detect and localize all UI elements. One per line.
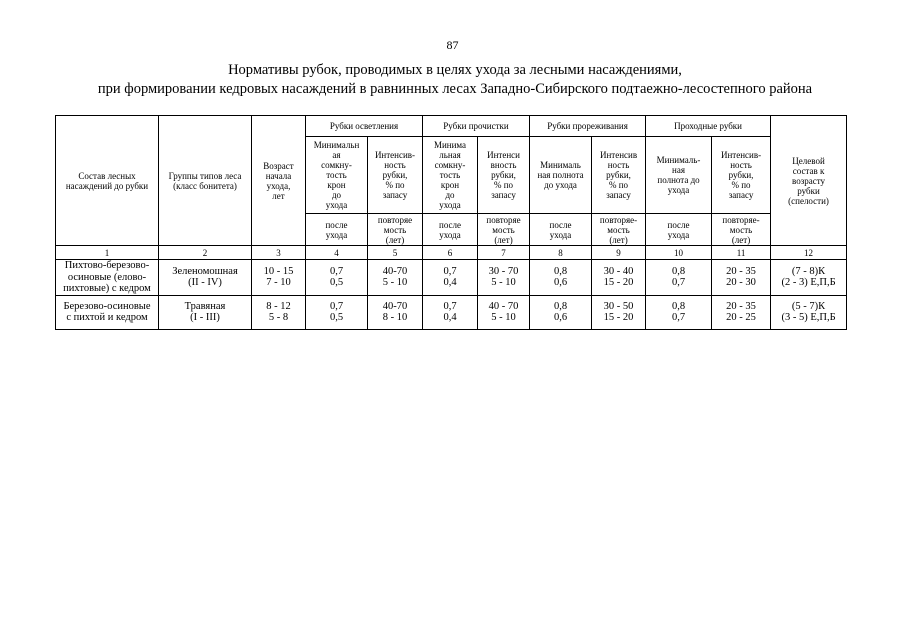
header-min-text-line: Минималь [540, 160, 581, 170]
cell-text-line: 15 - 20 [603, 277, 634, 289]
header-min-text [307, 140, 366, 210]
header-min-sub-0 [306, 214, 368, 246]
table-cell [771, 295, 847, 329]
cell-composition-text-line: с пихтой и кедром [66, 312, 148, 323]
cell-text [424, 301, 476, 324]
cell-text-line: 0,7 [671, 312, 686, 323]
header-min-text-line: ухода [667, 185, 690, 195]
header-int-sub-text-line: мость [607, 224, 630, 235]
header-int-sub-3 [712, 214, 771, 246]
header-min-text-line: ухода [325, 200, 348, 210]
cell-text [772, 266, 845, 289]
header-int-sub-1 [478, 214, 530, 246]
header-start-age-text-line: Возраст [263, 160, 294, 171]
cell-text [713, 301, 769, 324]
cell-text [647, 301, 710, 324]
cell-text-line: 15 - 20 [603, 312, 634, 323]
cell-text-line: 5 - 10 [491, 277, 516, 289]
cell-text [479, 301, 528, 324]
header-target-composition-text-line: рубки [797, 185, 820, 196]
header-int-text-line: Интенсив- [374, 150, 416, 160]
cell-text [160, 301, 250, 324]
cell-text-line: Зеленомошная [172, 265, 238, 277]
header-min-sub-text [531, 220, 590, 240]
header-forest-type-text [160, 171, 250, 191]
header-group-0: Рубки осветления [306, 116, 423, 137]
cell-text-line: 8 - 12 [266, 300, 291, 312]
table-cell [159, 260, 252, 296]
cell-text [593, 266, 644, 289]
table-cell [592, 295, 646, 329]
header-min-text [647, 155, 710, 195]
cell-text [424, 266, 476, 289]
title-line-2: при формировании кедровых насаждений в равнинных лесах Западно-Сибирского подтаежно-лесостепного района [97, 81, 813, 97]
header-int-text-line: рубки, [491, 170, 516, 180]
cell-text-line: (7 - 8)К [791, 265, 826, 277]
table-cell [712, 295, 771, 329]
header-int-text-line: рубки, [382, 170, 408, 180]
header-start-age-text-line: лет [272, 190, 285, 201]
header-int-sub-text-line: повторяе [486, 214, 521, 225]
cell-text-line: 20 - 30 [726, 277, 756, 289]
cell-text-line: 0,4 [443, 277, 457, 289]
cell-text-line: 20 - 35 [726, 300, 756, 312]
header-min-text-line: Минималь- [656, 155, 701, 165]
header-min-sub-text-line: ухода [549, 229, 572, 240]
cell-text-line: 5 - 8 [268, 312, 289, 323]
cell-text-line: (I - III) [190, 312, 220, 323]
header-min-text-line: ая [332, 150, 341, 160]
header-int-sub-text [713, 215, 769, 245]
cell-text [593, 301, 644, 324]
header-min-text-line: льная [439, 150, 461, 160]
header-target-composition-text-line: (спелости) [788, 195, 829, 206]
header-int-text-line: % по [731, 180, 751, 190]
header-int-2 [592, 137, 646, 214]
header-min-text [424, 140, 476, 210]
cell-text-line: 0,5 [329, 312, 344, 323]
cell-text [369, 266, 421, 289]
table-cell [368, 260, 423, 296]
header-min-text-line: сомкну- [321, 160, 352, 170]
header-min-1 [423, 137, 478, 214]
cell-text-line: 30 - 70 [488, 265, 519, 277]
header-int-text [479, 150, 528, 200]
cell-text [307, 301, 366, 324]
cell-text-line: 40-70 [382, 300, 408, 312]
cell-composition [56, 260, 159, 296]
header-target-composition-text-line: возрасту [792, 175, 826, 186]
cell-text-line: 0,4 [443, 312, 457, 323]
cell-text-line: 20 - 25 [726, 312, 756, 323]
cell-composition [56, 295, 159, 329]
header-int-text [369, 150, 421, 200]
header-int-sub-text-line: повторяе- [599, 214, 638, 225]
cell-text [647, 266, 710, 289]
header-int-sub-text-line: повторяе [377, 214, 413, 225]
cell-text-line: 0,7 [443, 265, 457, 277]
header-min-text-line: ная [672, 165, 685, 175]
header-min-text-line: Минима [433, 140, 467, 150]
header-min-0 [306, 137, 368, 214]
header-int-text-line: % по [608, 180, 629, 190]
header-int-sub-text-line: (лет) [609, 234, 628, 245]
table-cell [592, 260, 646, 296]
header-min-sub-text [307, 220, 366, 240]
header-min-text-line: до ухода [544, 180, 577, 190]
header-int-sub-text-line: (лет) [731, 234, 751, 245]
header-int-text-line: запасу [382, 190, 408, 200]
header-min-3 [646, 137, 712, 214]
header-int-text [713, 150, 769, 200]
cell-text-line: (II - IV) [188, 277, 222, 289]
cell-text [253, 301, 304, 324]
header-min-sub-text-line: после [667, 219, 690, 230]
page-number: 87 [446, 38, 459, 52]
header-target-composition-text-line: состав к [792, 165, 825, 176]
cell-text [479, 266, 528, 289]
cell-text-line: 0,8 [671, 265, 686, 277]
header-group-2: Рубки прореживания [530, 116, 646, 137]
header-min-sub-text-line: ухода [667, 229, 690, 240]
header-int-sub-text [369, 215, 421, 245]
cell-text-line: 20 - 35 [726, 265, 756, 277]
header-group-1: Рубки прочистки [423, 116, 530, 137]
column-number: 6 [423, 246, 478, 260]
cell-text [307, 266, 366, 289]
table-cell [423, 295, 478, 329]
cell-composition-text-line: пихтовые) с кедром [63, 283, 151, 294]
table-cell [306, 260, 368, 296]
header-int-sub-text-line: мость [492, 224, 515, 235]
header-min-sub-text-line: после [549, 219, 572, 230]
header-int-text-line: Интенси [487, 150, 520, 160]
column-number: 12 [771, 246, 847, 260]
cell-text-line: 30 - 40 [603, 265, 634, 277]
column-number: 8 [530, 246, 592, 260]
header-int-sub-2 [592, 214, 646, 246]
table-cell [646, 260, 712, 296]
cell-text-line: 10 - 15 [263, 265, 294, 277]
header-int-text-line: рубки, [606, 170, 631, 180]
header-forest-type-text-line: (класс бонитета) [173, 180, 237, 191]
header-min-text-line: полнота до [657, 175, 700, 185]
header-min-sub-1 [423, 214, 478, 246]
header-int-text-line: запасу [606, 190, 631, 200]
header-int-text-line: % по [493, 180, 514, 190]
table-cell [771, 260, 847, 296]
cell-text-line: 0,7 [671, 277, 686, 289]
norms-table [55, 115, 847, 330]
cell-composition-text-line: осиновые (елово- [67, 271, 147, 283]
cell-text [772, 301, 845, 324]
table-cell [478, 260, 530, 296]
header-composition [56, 116, 159, 246]
cell-text [531, 266, 590, 289]
header-start-age-text-line: ухода, [266, 180, 291, 191]
cell-text [369, 301, 421, 324]
header-int-sub-text [479, 215, 528, 245]
header-int-text-line: Интенсив- [720, 150, 762, 160]
header-forest-type [159, 116, 252, 246]
header-start-age-text-line: начала [265, 170, 292, 181]
table-body [56, 116, 847, 330]
cell-composition-text-line: Березово-осиновые [63, 300, 151, 312]
cell-text [160, 266, 250, 289]
header-int-sub-0 [368, 214, 423, 246]
cell-text-line: (5 - 7)К [791, 300, 826, 312]
header-min-text-line: крон [327, 180, 346, 190]
table-cell [530, 260, 592, 296]
table-row [56, 295, 847, 329]
table-cell [252, 260, 306, 296]
cell-composition-text [57, 260, 157, 295]
header-min-sub-text-line: после [325, 219, 348, 230]
column-number: 4 [306, 246, 368, 260]
header-int-text-line: % по [385, 180, 405, 190]
header-min-text [531, 160, 590, 190]
header-min-text-line: сомкну- [434, 160, 466, 170]
cell-text-line: 5 - 10 [382, 277, 408, 289]
header-forest-type-text-line: Группы типов леса [168, 170, 242, 181]
table-cell [306, 295, 368, 329]
header-composition-text-line: насаждений до рубки [65, 180, 149, 191]
cell-text-line: 0,8 [553, 300, 568, 312]
header-group-3: Проходные рубки [646, 116, 771, 137]
table-row [56, 260, 847, 296]
column-number: 1 [56, 246, 159, 260]
header-int-text-line: запасу [491, 190, 516, 200]
header-int-sub-text-line: мость [383, 224, 407, 235]
header-target-composition-text-line: Целевой [792, 155, 825, 166]
cell-text-line: 0,7 [443, 300, 457, 312]
header-min-sub-text-line: после [439, 219, 462, 230]
cell-text-line: 0,5 [329, 277, 344, 289]
cell-text-line: 8 - 10 [382, 312, 408, 323]
header-int-text-line: вность [490, 160, 517, 170]
cell-text-line: 40-70 [382, 265, 408, 277]
header-min-sub-3 [646, 214, 712, 246]
header-int-text-line: рубки, [728, 170, 754, 180]
column-number: 11 [712, 246, 771, 260]
header-int-1 [478, 137, 530, 214]
column-number: 2 [159, 246, 252, 260]
header-min-text-line: до [331, 190, 342, 200]
column-number: 9 [592, 246, 646, 260]
cell-text [713, 266, 769, 289]
document-title [40, 61, 870, 99]
cell-composition-text-line: Пихтово-березово- [64, 260, 150, 271]
table-cell [478, 295, 530, 329]
header-int-0 [368, 137, 423, 214]
cell-text-line: (2 - 3) Е,П,Б [781, 277, 836, 289]
cell-text-line: 40 - 70 [488, 300, 519, 312]
title-line-1: Нормативы рубок, проводимых в целях ухода за лесными насаждениями, [228, 62, 682, 78]
header-int-text-line: ность [730, 160, 752, 170]
cell-text-line: 0,8 [671, 300, 686, 312]
header-int-sub-text-line: (лет) [385, 234, 405, 245]
column-number: 5 [368, 246, 423, 260]
header-min-text-line: ная полнота [537, 170, 584, 180]
table-cell [712, 260, 771, 296]
header-min-text-line: крон [440, 180, 460, 190]
header-min-sub-text-line: ухода [325, 229, 348, 240]
column-number: 7 [478, 246, 530, 260]
table-cell [368, 295, 423, 329]
table-cell [423, 260, 478, 296]
header-int-sub-text-line: повторяе- [722, 214, 760, 225]
cell-text-line: 0,7 [329, 300, 344, 312]
header-min-text-line: тость [439, 170, 461, 180]
table-cell [646, 295, 712, 329]
cell-text-line: (3 - 5) Е,П,Б [781, 312, 836, 323]
header-min-text-line: до [445, 190, 455, 200]
cell-text-line: 0,6 [553, 312, 568, 323]
cell-text [531, 301, 590, 324]
header-start-age-text [253, 161, 304, 201]
cell-text-line: Травяная [184, 300, 226, 312]
header-int-3 [712, 137, 771, 214]
header-min-text-line: тость [326, 170, 347, 180]
column-number: 3 [252, 246, 306, 260]
table-cell [159, 295, 252, 329]
cell-text-line: 0,6 [553, 277, 568, 289]
header-composition-text-line: Состав лесных [78, 170, 136, 181]
cell-text-line: 7 - 10 [266, 277, 291, 289]
header-int-sub-text [593, 215, 644, 245]
header-min-text-line: Минимальн [313, 140, 360, 150]
header-int-text-line: ность [384, 160, 406, 170]
header-min-sub-text [424, 220, 476, 240]
column-number: 10 [646, 246, 712, 260]
header-start-age [252, 116, 306, 246]
cell-text [253, 266, 304, 289]
header-int-text [593, 150, 644, 200]
header-min-sub-2 [530, 214, 592, 246]
header-int-text-line: запасу [728, 190, 754, 200]
cell-composition-text [57, 301, 157, 324]
header-min-2 [530, 137, 592, 214]
header-int-text-line: Интенсив [599, 150, 638, 160]
cell-text-line: 30 - 50 [603, 300, 634, 312]
header-int-text-line: ность [607, 160, 630, 170]
header-target-composition [771, 116, 847, 246]
header-min-sub-text [647, 220, 710, 240]
header-min-text-line: ухода [439, 200, 461, 210]
header-int-sub-text-line: (лет) [494, 234, 513, 245]
header-target-composition-text [772, 156, 845, 206]
header-min-sub-text-line: ухода [439, 229, 461, 240]
table-cell [252, 295, 306, 329]
cell-text-line: 0,7 [329, 265, 344, 277]
cell-text-line: 0,8 [553, 265, 568, 277]
header-int-sub-text-line: мость [729, 224, 753, 235]
header-composition-text [57, 171, 157, 191]
cell-text-line: 5 - 10 [491, 312, 516, 323]
table-cell [530, 295, 592, 329]
